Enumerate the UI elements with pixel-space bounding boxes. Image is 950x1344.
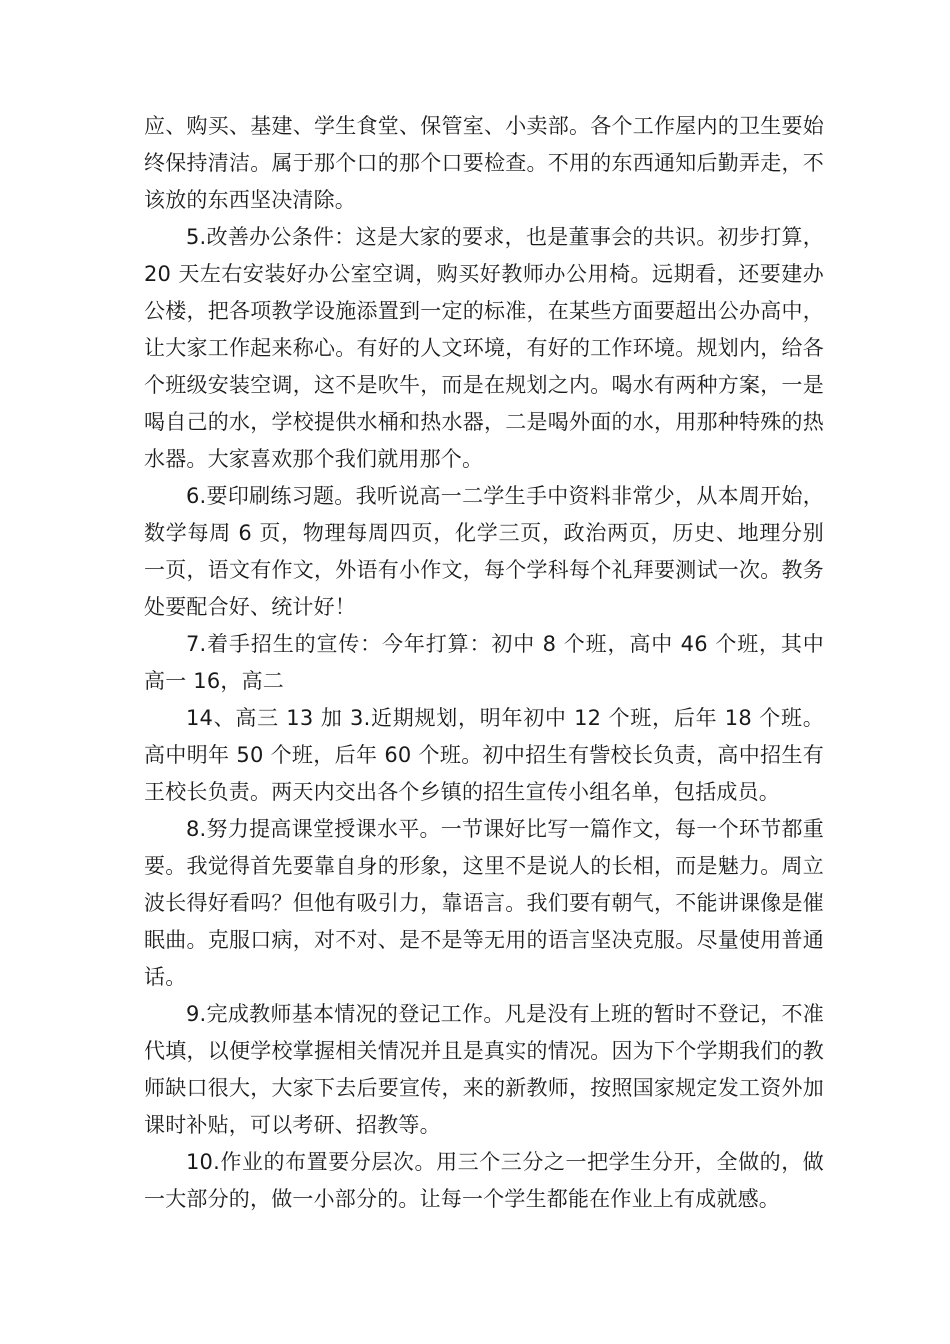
paragraph-item-10: 10.作业的布置要分层次。用三个三分之一把学生分开，全做的，做一大部分的，做一小部分的。让每一个学生都能在作业上有成就感。 — [144, 1150, 824, 1211]
paragraph-item-8: 8.努力提高课堂授课水平。一节课好比写一篇作文，每一个环节都重要。我觉得首先要靠自身的形象，这里不是说人的长相，而是魅力。周立波长得好看吗？但他有吸引力，靠语言。我们要有朝气，不能讲课像是催眠曲。克服口病，对不对、是不是等无用的语言坚决克服。尽量使用普通话。 — [144, 817, 824, 989]
paragraph-item-9: 9.完成教师基本情况的登记工作。凡是没有上班的暂时不登记，不准代填，以便学校掌握相关情况并且是真实的情况。因为下个学期我们的教师缺口很大，大家下去后要宣传，来的新教师，按照国家规定发工资外加课时补贴，可以考研、招教等。 — [144, 1002, 824, 1137]
paragraph-item-7: 7.着手招生的宣传：今年打算：初中 8 个班，高中 46 个班，其中高一 16，高二 — [144, 632, 824, 693]
paragraph-item-5: 5.改善办公条件：这是大家的要求，也是董事会的共识。初步打算，20 天左右安装好办公室空调，购买好教师办公用椅。远期看，还要建办公楼，把各项教学设施添置到一定的标准，在某些方面要超出公办高中，让大家工作起来称心。有好的人文环境，有好的工作环境。规划内，给各个班级安装空调，这不是吹牛，而是在规划之内。喝水有两种方案，一是喝自己的水，学校提供水桶和热水器，二是喝外面的水，用那种特殊的热水器。大家喜欢那个我们就用那个。 — [144, 225, 824, 471]
paragraph-item-7-continued: 14、高三 13 加 3.近期规划，明年初中 12 个班，后年 18 个班。高中明年 50 个班，后年 60 个班。初中招生有訾校长负责，高中招生有王校长负责。两天内交出各个乡镇的招生宣传小组名单，包括成员。 — [144, 706, 824, 804]
paragraph-continuation: 应、购买、基建、学生食堂、保管室、小卖部。各个工作屋内的卫生要始终保持清洁。属于那个口的那个口要检查。不用的东西通知后勤弄走，不该放的东西坚决清除。 — [144, 114, 824, 212]
paragraph-item-6: 6.要印刷练习题。我听说高一二学生手中资料非常少，从本周开始，数学每周 6 页，物理每周四页，化学三页，政治两页，历史、地理分别一页，语文有作文，外语有小作文，每个学科每个礼拜要测试一次。教务处要配合好、统计好！ — [144, 484, 824, 619]
document-body — [144, 108, 824, 1218]
